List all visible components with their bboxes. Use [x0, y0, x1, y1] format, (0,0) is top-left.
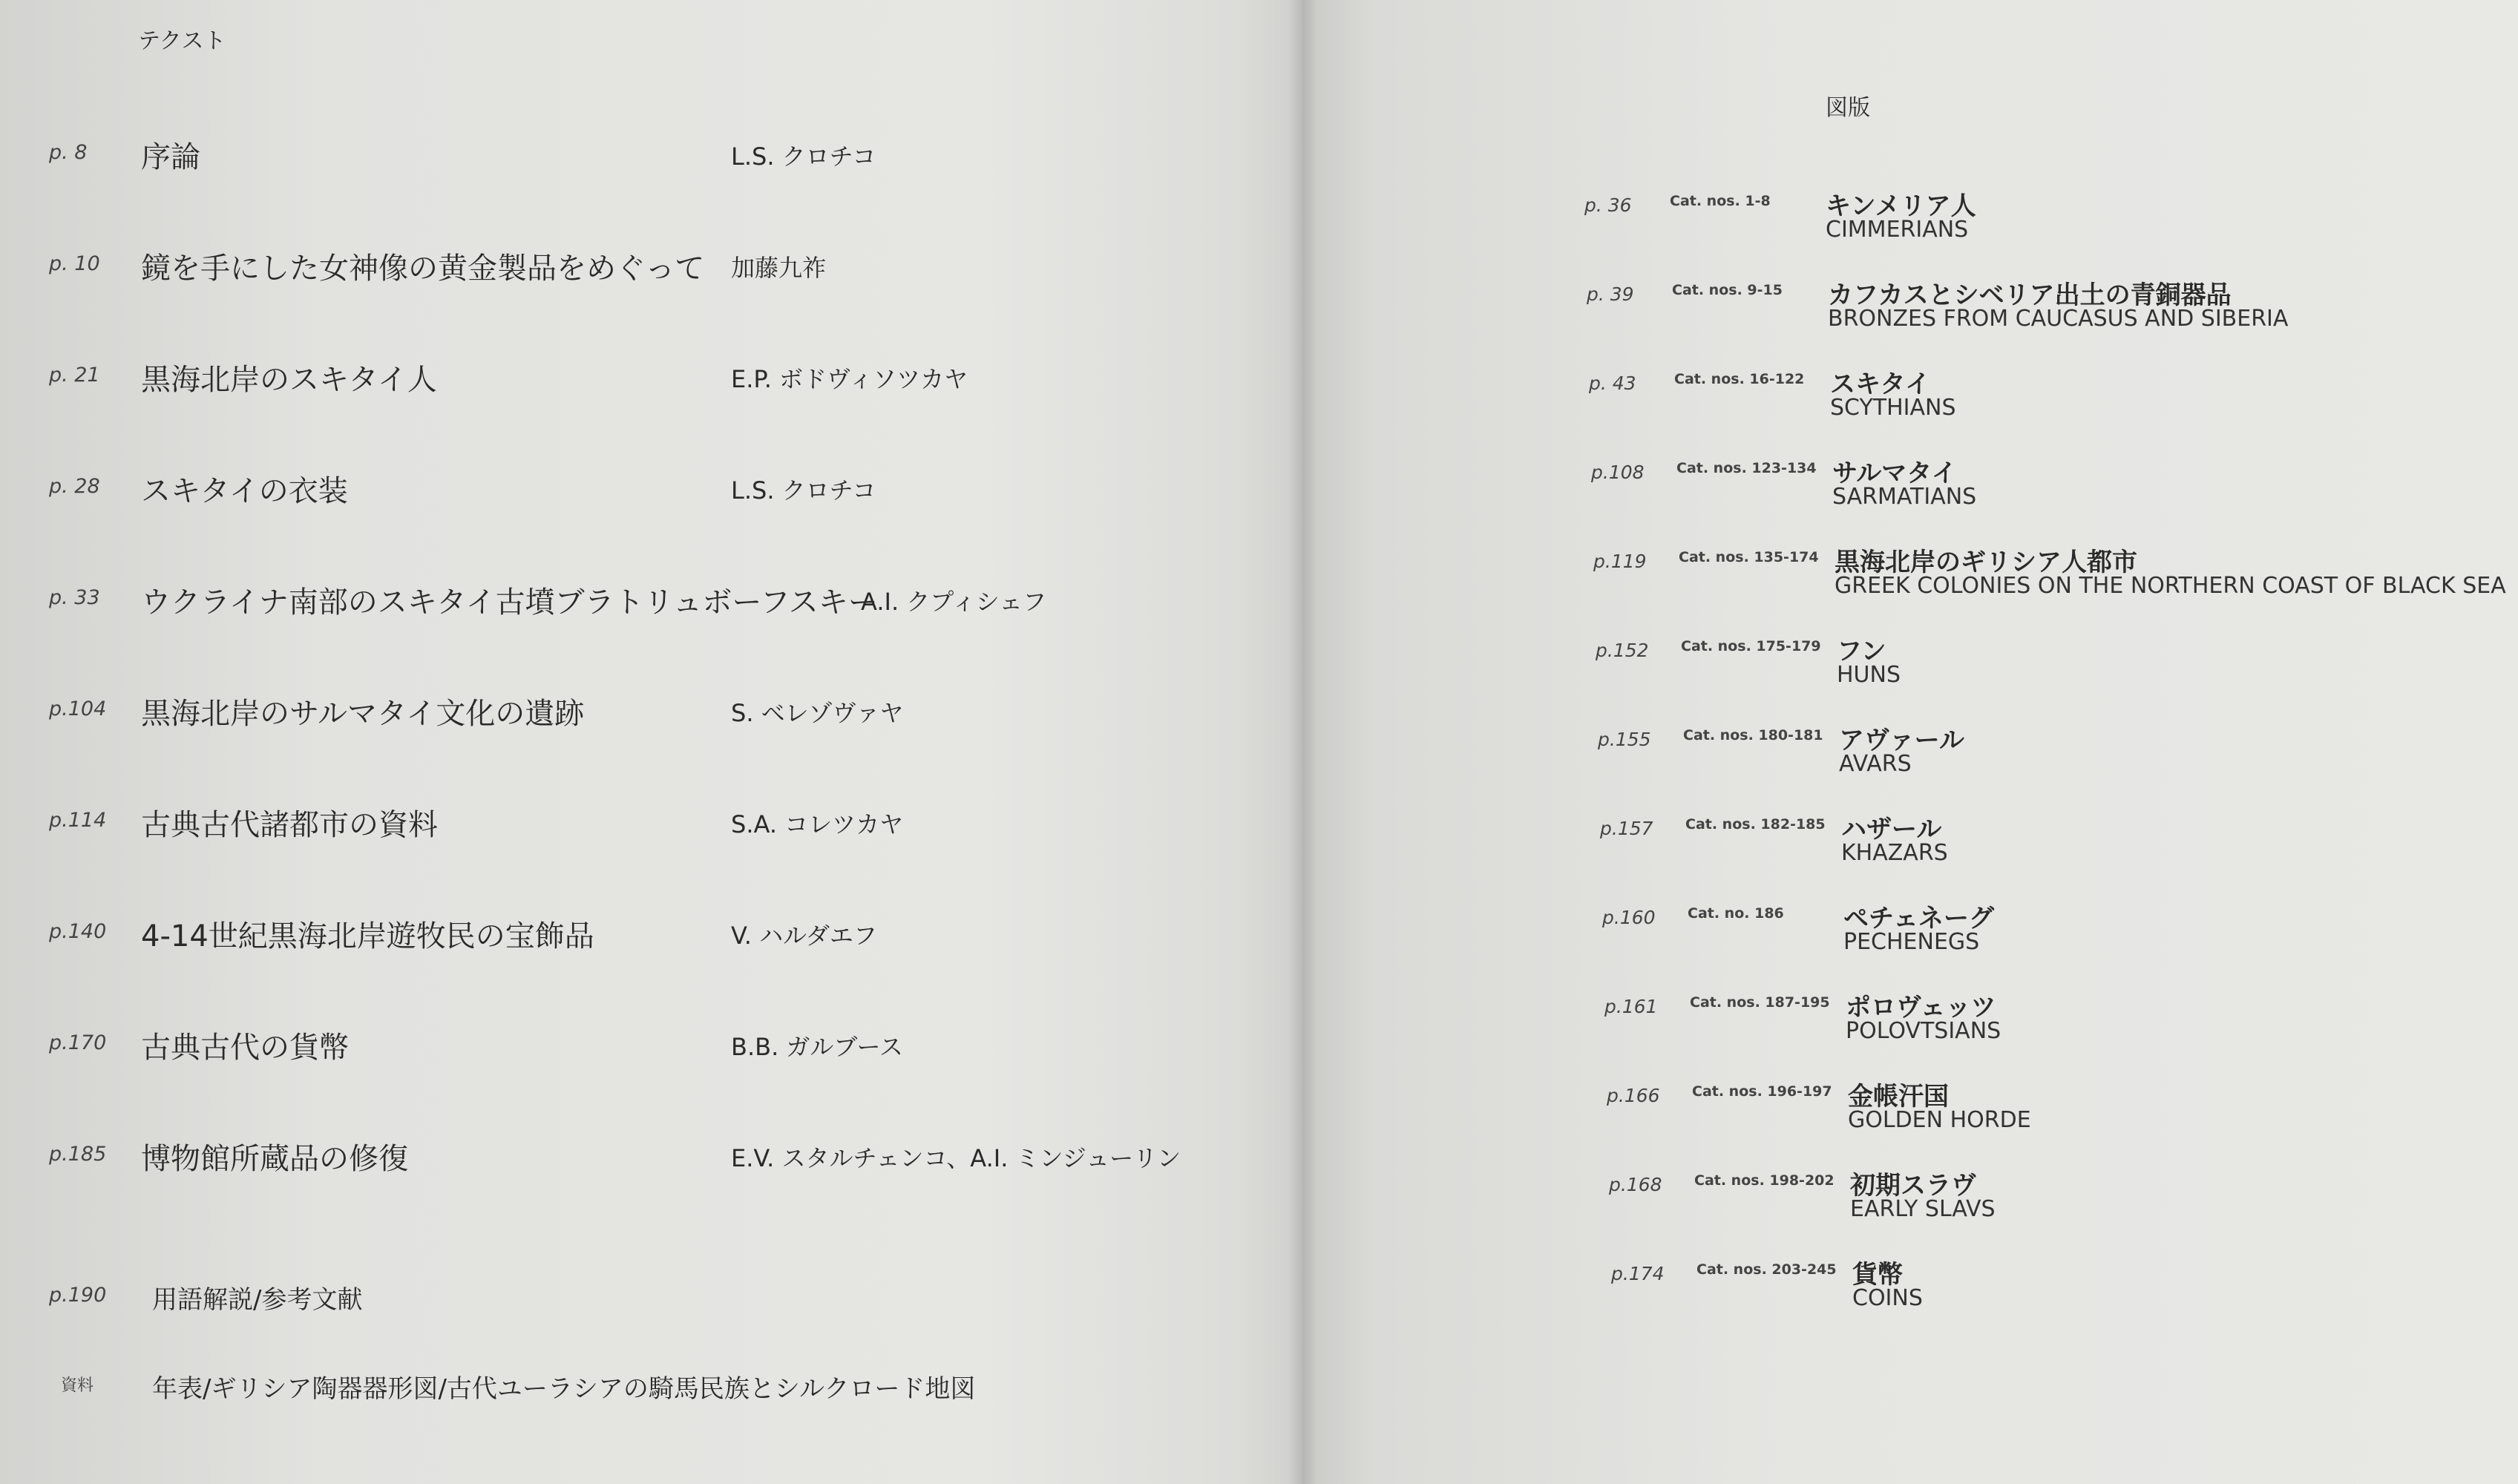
page-number: p.170: [49, 1031, 107, 1054]
page-number: p.104: [49, 697, 107, 720]
entry-title: 古典古代の貨幣: [141, 1031, 349, 1065]
plate-entry[interactable]: [1593, 542, 2518, 601]
page-number: p.190: [49, 1284, 107, 1307]
page-number: p.160: [1602, 907, 1656, 928]
page-number: p.152: [1596, 640, 1649, 661]
catalog-numbers: Cat. nos. 198-202: [1694, 1172, 1835, 1189]
plate-title-ja: サルマタイ: [1832, 459, 1957, 488]
entry-author: A.I. クプィシェフ: [861, 588, 1047, 616]
plate-title-en: AVARS: [1839, 751, 1912, 777]
page-number: p. 36: [1584, 194, 1632, 216]
page-number: p. 43: [1589, 372, 1636, 394]
page-number: p.168: [1609, 1174, 1662, 1195]
toc-entry[interactable]: [0, 913, 1302, 957]
page-number: p.140: [49, 920, 107, 943]
plate-title-en: SCYTHIANS: [1830, 395, 1956, 421]
page-number: p.185: [49, 1143, 107, 1166]
page-number: p.157: [1600, 818, 1653, 839]
page-number: p. 39: [1587, 283, 1634, 305]
plate-title-en: COINS: [1852, 1285, 1923, 1311]
plate-entry[interactable]: [1587, 275, 2518, 334]
plate-entry[interactable]: [1600, 809, 2518, 868]
plate-entry[interactable]: [1584, 186, 2518, 245]
toc-entry[interactable]: [0, 356, 1302, 401]
plate-title-ja: アヴァール: [1839, 726, 1964, 755]
catalog-numbers: Cat. nos. 180-181: [1683, 727, 1823, 743]
plate-title-en: HUNS: [1837, 662, 1901, 688]
entry-author: S.A. コレツカヤ: [731, 810, 904, 838]
plate-title-en: CIMMERIANS: [1826, 217, 1969, 243]
catalog-numbers: Cat. no. 186: [1688, 905, 1784, 922]
entry-title: 古典古代諸都市の資料: [141, 808, 438, 842]
right-page: [1302, 0, 2518, 1484]
plate-title-ja: キンメリア人: [1826, 191, 1976, 221]
plate-entry[interactable]: [1589, 364, 2518, 423]
plate-entry[interactable]: [1591, 453, 2518, 512]
entry-author: V. ハルダエフ: [731, 922, 877, 950]
page-number: p. 33: [49, 586, 100, 609]
page-number: p.155: [1598, 729, 1651, 750]
catalog-numbers: Cat. nos. 175-179: [1681, 638, 1821, 654]
toc-entry[interactable]: [0, 467, 1302, 512]
entry-author: L.S. クロチコ: [731, 142, 876, 171]
entry-title: 年表/ギリシア陶器器形図/古代ユーラシアの騎馬民族とシルクロード地図: [152, 1374, 976, 1404]
entry-author: L.S. クロチコ: [731, 476, 876, 505]
catalog-numbers: Cat. nos. 203-245: [1696, 1261, 1837, 1278]
plate-title-en: PECHENEGS: [1843, 929, 1980, 955]
toc-entry[interactable]: [0, 579, 1302, 623]
catalog-numbers: Cat. nos. 182-185: [1685, 816, 1826, 833]
page-number: p.174: [1611, 1263, 1665, 1284]
page-number: p. 8: [49, 141, 88, 164]
plate-title-en: POLOVTSIANS: [1846, 1018, 2001, 1044]
toc-entry[interactable]: [0, 245, 1302, 289]
plate-title-ja: フン: [1837, 637, 1886, 666]
plate-title-ja: 金帳汗国: [1848, 1082, 1949, 1112]
plate-entry[interactable]: [1609, 1165, 2518, 1224]
entry-title: 4-14世紀黒海北岸遊牧民の宝飾品: [141, 919, 594, 953]
entry-title: 黒海北岸のスキタイ人: [141, 363, 437, 397]
page-number: p.166: [1607, 1085, 1660, 1106]
page-number: p. 21: [49, 364, 100, 387]
plate-title-ja: ペチェネーグ: [1843, 904, 1994, 933]
catalog-numbers: Cat. nos. 16-122: [1674, 371, 1805, 387]
plate-entry[interactable]: [1604, 987, 2518, 1046]
plate-entry[interactable]: [1611, 1254, 2518, 1313]
toc-extra-entry[interactable]: [0, 1365, 1302, 1410]
catalog-numbers: Cat. nos. 196-197: [1692, 1083, 1832, 1100]
entry-author: B.B. ガルブース: [731, 1033, 903, 1061]
entry-title: ウクライナ南部のスキタイ古墳ブラトリュボーフスキー: [141, 585, 878, 620]
plate-title-en: BRONZES FROM CAUCASUS AND SIBERIA: [1828, 306, 2289, 332]
entry-title: 鏡を手にした女神像の黄金製品をめぐって: [141, 252, 705, 286]
entry-title: 黒海北岸のサルマタイ文化の遺跡: [141, 697, 585, 731]
catalog-numbers: Cat. nos. 123-134: [1676, 460, 1817, 476]
entry-author: S. ベレゾヴァヤ: [731, 699, 904, 727]
plates-section-label: 図版: [1826, 95, 1870, 121]
catalog-numbers: Cat. nos. 1-8: [1670, 193, 1771, 209]
plate-title-ja: 初期スラヴ: [1850, 1171, 1976, 1201]
plate-title-ja: ハザール: [1841, 815, 1942, 844]
entry-author: E.V. スタルチェンコ、A.I. ミンジューリン: [731, 1144, 1181, 1172]
page-number: p. 10: [49, 252, 100, 275]
catalog-numbers: Cat. nos. 187-195: [1690, 994, 1830, 1011]
toc-extra-entry[interactable]: [0, 1276, 1302, 1321]
plate-title-ja: ポロヴェッツ: [1846, 993, 1996, 1022]
toc-entry[interactable]: [0, 1135, 1302, 1180]
plate-title-en: GOLDEN HORDE: [1848, 1107, 2031, 1133]
entry-author: E.P. ボドヴィソツカヤ: [731, 365, 968, 393]
plate-title-en: SARMATIANS: [1832, 484, 1977, 510]
plate-title-en: KHAZARS: [1841, 840, 1948, 866]
page-number: p.119: [1593, 551, 1647, 572]
entry-author: 加藤九祚: [731, 254, 827, 282]
entry-title: 用語解説/参考文献: [152, 1285, 363, 1315]
entry-title: 博物館所蔵品の修復: [141, 1142, 408, 1176]
page-number: p. 28: [49, 475, 100, 498]
toc-entry[interactable]: [0, 690, 1302, 735]
catalog-numbers: Cat. nos. 9-15: [1672, 282, 1783, 298]
toc-entry[interactable]: [0, 1024, 1302, 1068]
page-label: 資料: [61, 1376, 94, 1395]
entry-title: 序論: [141, 140, 200, 174]
plate-title-ja: スキタイ: [1830, 370, 1930, 399]
book-gutter: [1288, 0, 1317, 1484]
catalog-numbers: Cat. nos. 135-174: [1679, 549, 1819, 565]
page-number: p.114: [49, 809, 107, 832]
page-number: p.161: [1604, 996, 1658, 1017]
page-number: p.108: [1591, 462, 1645, 483]
toc-entry[interactable]: [0, 134, 1302, 178]
plate-title-en: GREEK COLONIES ON THE NORTHERN COAST OF BLACK SEA: [1835, 573, 2506, 599]
plate-entry[interactable]: [1602, 898, 2518, 957]
plate-title-ja: カフカスとシベリア出土の青銅器品: [1828, 280, 2232, 310]
text-section-label: テクスト: [138, 28, 226, 54]
entry-title: スキタイの衣装: [141, 474, 348, 508]
plate-entry[interactable]: [1607, 1076, 2518, 1135]
plate-title-ja: 貨幣: [1852, 1260, 1903, 1290]
plate-title-en: EARLY SLAVS: [1850, 1196, 1996, 1222]
toc-entry[interactable]: [0, 801, 1302, 846]
plate-title-ja: 黒海北岸のギリシア人都市: [1835, 548, 2137, 577]
plate-entry[interactable]: [1598, 720, 2518, 779]
plate-entry[interactable]: [1596, 631, 2518, 690]
